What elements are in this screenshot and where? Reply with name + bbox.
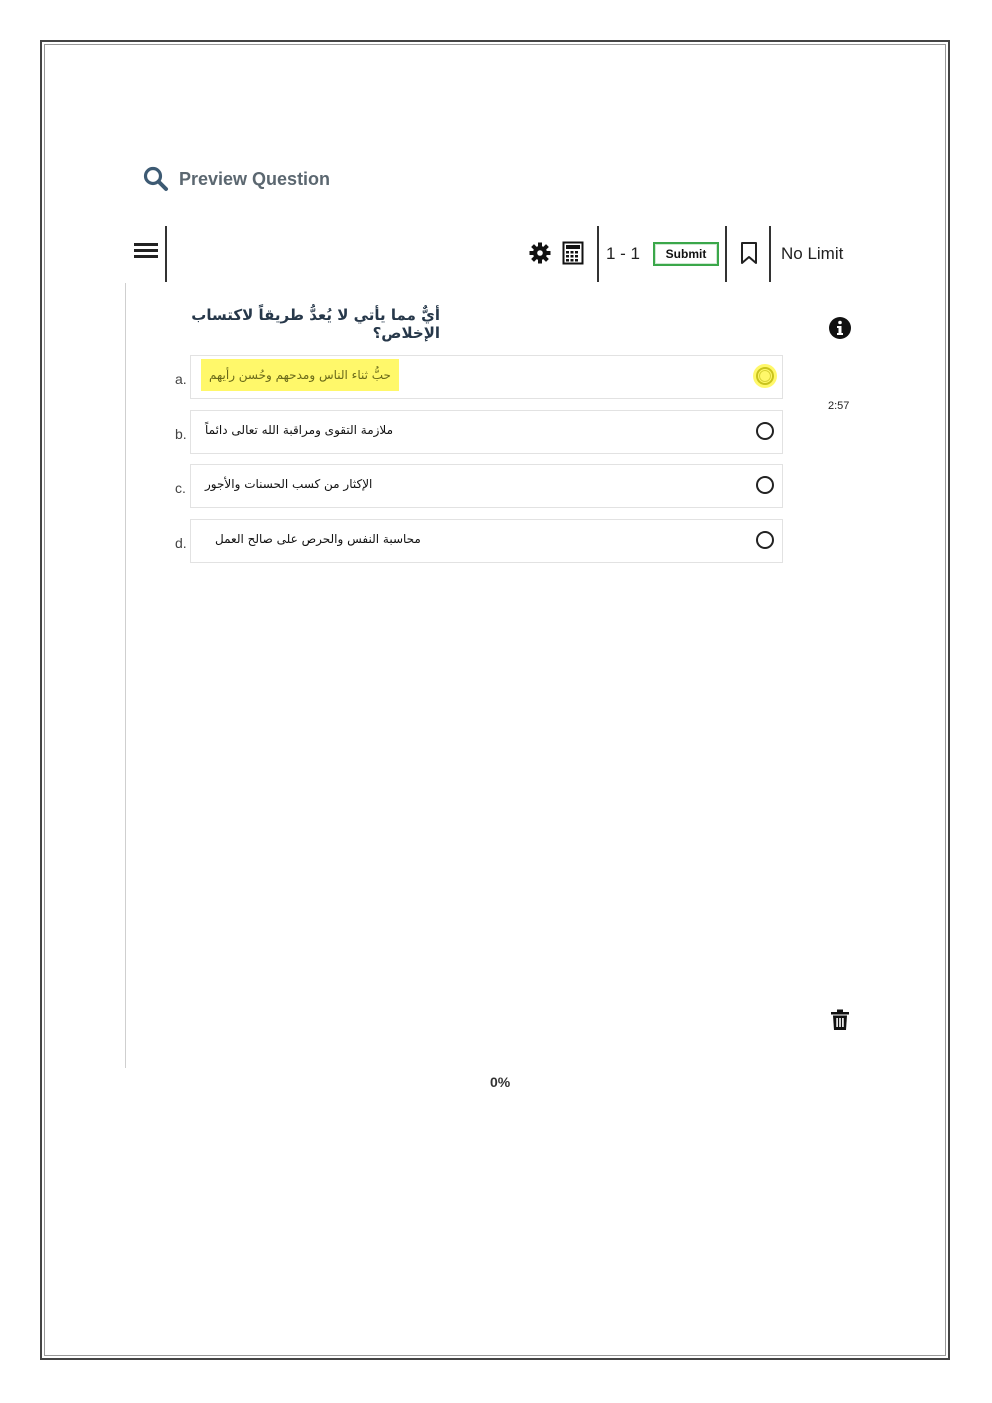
toolbar-divider <box>597 226 599 282</box>
search-icon <box>143 166 169 192</box>
option-d[interactable] <box>190 519 783 563</box>
toolbar-divider <box>725 226 727 282</box>
option-radio[interactable] <box>756 367 774 385</box>
preview-header <box>143 164 330 194</box>
option-text: ملازمة التقوى ومراقبة الله تعالى دائماً <box>205 423 394 437</box>
calculator-icon[interactable] <box>561 241 585 265</box>
bookmark-icon[interactable] <box>737 241 761 265</box>
option-letter: c. <box>175 480 186 496</box>
option-text: محاسبة النفس والحرص على صالح العمل <box>215 532 421 546</box>
option-radio[interactable] <box>756 422 774 440</box>
question-timer: 2:57 <box>828 400 850 412</box>
toolbar-divider <box>165 226 167 282</box>
trash-icon[interactable] <box>830 1009 850 1031</box>
option-b[interactable] <box>190 410 783 454</box>
option-letter: d. <box>175 535 187 551</box>
info-icon[interactable] <box>828 316 852 340</box>
option-letter: b. <box>175 426 187 442</box>
option-a[interactable] <box>190 355 783 399</box>
left-rule <box>125 283 126 1068</box>
question-text: أيٌّ مما يأتي لا يُعدُّ طريقاً لاكتساب الإخلاص؟ <box>191 306 440 342</box>
option-radio[interactable] <box>756 531 774 549</box>
toolbar-divider <box>769 226 771 282</box>
submit-button[interactable]: Submit <box>653 242 719 266</box>
question-counter: 1 - 1 <box>606 244 641 263</box>
gear-icon[interactable] <box>528 241 552 265</box>
option-c[interactable] <box>190 464 783 508</box>
hamburger-icon[interactable] <box>134 240 158 266</box>
option-letter: a. <box>175 371 187 387</box>
option-radio[interactable] <box>756 476 774 494</box>
option-text: الإكثار من كسب الحسنات والأجور <box>205 477 373 491</box>
progress-percent: 0% <box>490 1074 511 1090</box>
time-limit: No Limit <box>781 244 844 263</box>
page-title: Preview Question <box>179 168 331 189</box>
option-text: حبُّ ثناء الناس ومدحهم وحُسن رأيهم <box>201 359 399 391</box>
page-frame <box>40 40 950 1360</box>
